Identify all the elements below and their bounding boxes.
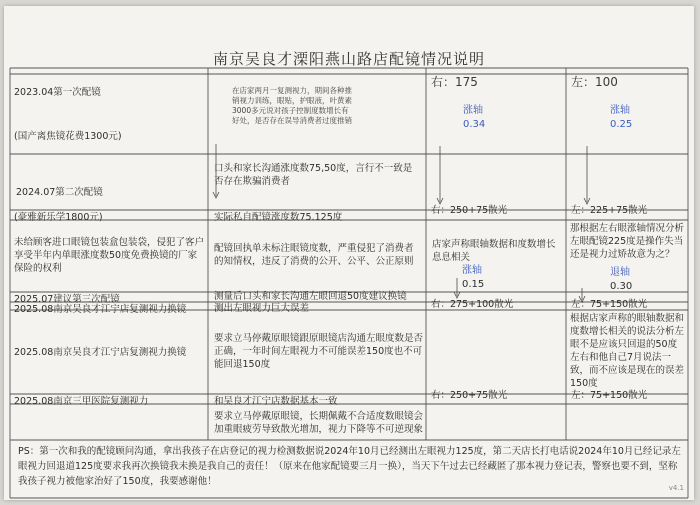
row2-description: 口头和家长沟通涨度数75,50度，言行不一致是否存在欺骗消费者 <box>214 163 413 187</box>
row4-description: 测量后口头和家长沟通左眼回退50度建议换镜 <box>214 291 407 302</box>
row6-event: 2025.08南京吴良才江宁店复测视力换镜 <box>14 347 187 358</box>
row1-right-axis-value: 0.34 <box>463 119 486 130</box>
row7-description: 和吴良才江宁店数据基本一致 <box>214 396 338 407</box>
row3-right-axis-label: 涨轴 <box>462 265 482 276</box>
row1-description: 在店家两月一复测视力，期间各种推销视力训练，眼贴，护眼液，叶黄素3000多元说对孩子控制度数增长有好处，是否存在误导消费者过度推销 <box>232 86 352 125</box>
row2-private-note: 实际私自配镜涨度数75.125度 <box>214 212 343 223</box>
row3-left-axis-label: 退轴 <box>610 267 630 278</box>
row1-right-axis-label: 涨轴 <box>463 105 483 116</box>
row2-right-lens: 右：250+75散光 <box>431 205 508 216</box>
row3-event: 未给顾客进口眼镜包装盒包装袋，侵犯了客户享受半年内单眼涨度数50度免费换镜的厂家保险的权利 <box>14 237 205 274</box>
row1-left-axis-value: 0.25 <box>610 119 633 130</box>
right-eye-header: 右：175 <box>431 75 478 89</box>
row8-description: 要求立马停戴原眼镜，长期佩戴不合适度数眼镜会加重眼疲劳导致散光增加，视力下降等不可逆现象 <box>214 411 424 435</box>
row7-event: 2025.08南京三甲医院复测视力 <box>14 396 149 407</box>
row4-left-lens: 左：75+150散光 <box>571 299 648 310</box>
row2-note: (豪雅新乐学1800元) <box>14 212 103 223</box>
footer-note: PS：第一次和我的配镜顾问沟通，拿出我孩子在店登记的视力检测数据说2024年10月已经测出左眼视力125度，第二天店长打电话说2024年10月已经记录左眼视力回退道125度要求我再次换镜我未换是我自己的责任！（原来在他家配镜要三月一换），当天下午过去已经藏匿了那本视力登记表，警察也要不到，坚称我孩子视力被他家治好了150度，我要感谢他！ <box>18 446 681 487</box>
document-title: 南京吴良才溧阳燕山路店配镜情况说明 <box>212 50 485 68</box>
row7-right-lens: 右：250+75散光 <box>431 390 508 401</box>
row5-event: 2025.08南京吴良才江宁店复测视力换镜 <box>14 304 187 315</box>
row1-left-axis-label: 涨轴 <box>610 105 630 116</box>
document-sheet <box>4 6 694 500</box>
row3-right-axis-value: 0.15 <box>462 279 485 290</box>
row4-right-lens: 右：275+100散光 <box>431 299 514 310</box>
row3-left-axis-value: 0.30 <box>610 281 633 292</box>
row4-event: 2025.07建议第三次配镜 <box>14 294 120 305</box>
corner-mark: v4.1 <box>668 484 684 492</box>
row7-left-lens: 左：75+150散光 <box>571 390 648 401</box>
row5-description: 测出左眼视力巨大误差 <box>214 303 310 314</box>
row5-left-note: 根据店家声称的眼轴数据和度数增长相关的说法分析左眼不是应该只回退的50度左右和他自己7月说法一致，而不应该是现在的误差150度 <box>570 313 685 389</box>
row1-note: (国产离焦镜花费1300元) <box>14 131 122 142</box>
row1-event: 2023.04第一次配镜 <box>14 87 101 98</box>
row3-left-note: 那根据左右眼涨轴情况分析左眼配镜225度是操作失当还是视力过矫故意为之？ <box>570 223 685 260</box>
row2-left-lens: 左：225+75散光 <box>571 205 648 216</box>
row2-event: 2024.07第二次配镜 <box>16 187 103 198</box>
row6-description: 要求立马停戴原眼镜跟原眼镜店沟通左眼度数是否正确，一年时间左眼视力不可能误差150度也不可能回退150度 <box>214 333 424 370</box>
row3-right-note: 店家声称眼轴数据和度数增长息息相关 <box>432 239 556 263</box>
row3-description: 配镜回执单未标注眼镜度数，严重侵犯了消费者的知情权，违反了消费的公开、公平、公正原则 <box>214 243 414 267</box>
left-eye-header: 左：100 <box>571 75 618 89</box>
